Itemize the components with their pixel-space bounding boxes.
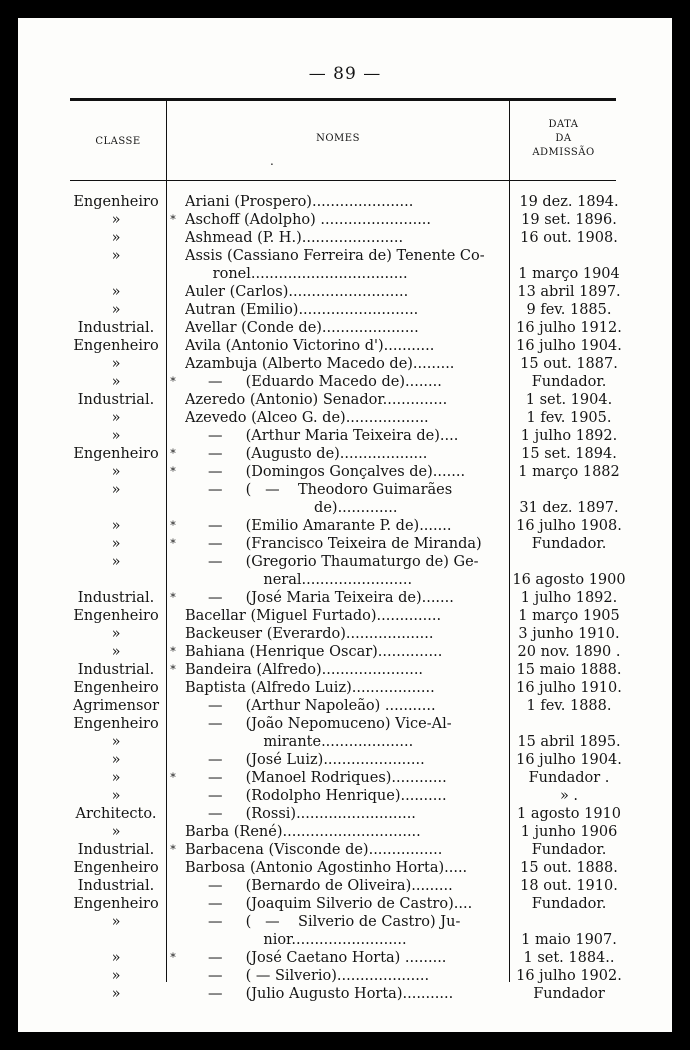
classe-cell: »	[111, 626, 121, 642]
table-top-rule	[70, 98, 616, 101]
classe-cell: Agrimensor	[72, 698, 160, 714]
classe-cell: Industrial.	[77, 590, 155, 606]
admission-date-cell: 16 julho 1908.	[516, 518, 622, 534]
table-row	[18, 625, 672, 643]
admission-date-cell: 16 out. 1908.	[520, 230, 618, 246]
admission-date-cell: 19 set. 1896.	[521, 212, 617, 228]
admission-date-cell: Fundador .	[528, 770, 610, 786]
table-row	[18, 445, 672, 463]
table-row	[18, 319, 672, 337]
admission-date-cell: 16 agosto 1900	[512, 572, 626, 588]
table-row	[18, 967, 672, 985]
name-cell: nior.........................	[185, 932, 407, 948]
table-row	[18, 841, 672, 859]
name-cell: — (Francisco Teixeira de Miranda)	[185, 536, 482, 552]
admission-date-cell: 15 out. 1888.	[520, 860, 618, 876]
table-row	[18, 823, 672, 841]
table-row	[18, 913, 672, 931]
asterisk-mark: *	[170, 663, 176, 676]
classe-cell: »	[111, 302, 121, 318]
table-header-rule	[70, 180, 616, 181]
classe-cell: Industrial.	[77, 320, 155, 336]
name-cell: — ( — Silverio de Castro) Ju-	[185, 914, 461, 930]
classe-cell: »	[111, 356, 121, 372]
classe-cell: Engenheiro	[73, 446, 159, 462]
name-cell: ronel..................................	[185, 266, 408, 282]
admission-date-cell: Fundador.	[531, 896, 607, 912]
name-cell: — (Domingos Gonçalves de).......	[185, 464, 466, 480]
classe-cell: »	[111, 770, 121, 786]
admission-date-cell: 16 julho 1910.	[516, 680, 622, 696]
admission-date-cell: 15 abril 1895.	[517, 734, 621, 750]
table-row	[18, 409, 672, 427]
classe-cell: Engenheiro	[73, 716, 159, 732]
name-cell: mirante....................	[185, 734, 414, 750]
admission-date-cell: 16 julho 1912.	[516, 320, 622, 336]
name-cell: de).............	[185, 500, 398, 516]
admission-date-cell: 19 dez. 1894.	[519, 194, 619, 210]
table-row	[18, 751, 672, 769]
name-cell: Avila (Antonio Victorino d')...........	[185, 338, 435, 354]
admission-date-cell: 15 set. 1894.	[521, 446, 617, 462]
admission-date-cell: Fundador	[533, 986, 605, 1002]
table-row	[18, 535, 672, 553]
classe-cell: »	[111, 554, 121, 570]
table-row	[18, 283, 672, 301]
name-cell: Azevedo (Alceo G. de)..................	[185, 410, 429, 426]
classe-cell: Industrial.	[77, 392, 155, 408]
header-data	[511, 118, 616, 160]
name-cell: Bahiana (Henrique Oscar)..............	[185, 644, 443, 660]
classe-cell: Engenheiro	[73, 194, 159, 210]
name-cell: Backeuser (Everardo)...................	[185, 626, 434, 642]
classe-cell: »	[111, 950, 121, 966]
classe-cell: »	[111, 410, 121, 426]
table-row	[18, 553, 672, 571]
asterisk-mark: *	[170, 537, 176, 550]
table-row	[18, 247, 672, 265]
admission-date-cell: 1 março 1904	[518, 266, 620, 282]
table-row	[18, 463, 672, 481]
asterisk-mark: *	[170, 645, 176, 658]
admission-date-cell: 1 agosto 1910	[517, 806, 621, 822]
admission-date-cell: 1 julho 1892.	[520, 590, 618, 606]
classe-cell: »	[111, 482, 121, 498]
admission-date-cell: 1 set. 1884..	[523, 950, 615, 966]
name-cell: — (José Caetano Horta) .........	[185, 950, 447, 966]
admission-date-cell: 15 maio 1888.	[516, 662, 622, 678]
name-cell: Auler (Carlos)..........................	[185, 284, 409, 300]
name-cell: Autran (Emilio)..........................	[185, 302, 419, 318]
admission-date-cell: 16 julho 1902.	[516, 968, 622, 984]
table-row	[18, 877, 672, 895]
admission-date-cell: Fundador.	[531, 536, 607, 552]
admission-date-cell: 9 fev. 1885.	[526, 302, 612, 318]
header-nomes: NOMES	[316, 133, 360, 144]
name-cell: neral........................	[185, 572, 413, 588]
table-row	[18, 229, 672, 247]
admission-date-cell: 20 nov. 1890 .	[517, 644, 621, 660]
name-cell: — (Augusto de)...................	[185, 446, 428, 462]
asterisk-mark: *	[170, 771, 176, 784]
admission-date-cell: 13 abril 1897.	[517, 284, 621, 300]
classe-cell: »	[111, 986, 121, 1002]
admission-date-cell: 18 out. 1910.	[520, 878, 618, 894]
classe-cell: »	[111, 248, 121, 264]
asterisk-mark: *	[170, 519, 176, 532]
admission-date-cell: 16 julho 1904.	[516, 338, 622, 354]
classe-cell: »	[111, 428, 121, 444]
classe-cell: »	[111, 230, 121, 246]
name-cell: Barbosa (Antonio Agostinho Horta).....	[185, 860, 468, 876]
name-cell: Baptista (Alfredo Luiz)..................	[185, 680, 435, 696]
asterisk-mark: *	[170, 465, 176, 478]
table-body	[18, 193, 672, 1003]
asterisk-mark: *	[170, 591, 176, 604]
admission-date-cell: 1 set. 1904.	[525, 392, 613, 408]
classe-cell: Engenheiro	[73, 338, 159, 354]
classe-cell: »	[111, 464, 121, 480]
name-cell: Ariani (Prospero)......................	[185, 194, 414, 210]
document-page	[18, 18, 672, 1032]
admission-date-cell: Fundador.	[531, 842, 607, 858]
classe-cell: »	[111, 212, 121, 228]
name-cell: — (Arthur Napoleão) ...........	[185, 698, 436, 714]
admission-date-cell: » .	[559, 788, 579, 804]
name-cell: — (Julio Augusto Horta)...........	[185, 986, 454, 1002]
table-row	[18, 805, 672, 823]
name-cell: — (José Maria Teixeira de).......	[185, 590, 454, 606]
name-cell: Azeredo (Antonio) Senador..............	[185, 392, 448, 408]
admission-date-cell: 1 março 1882	[518, 464, 620, 480]
admission-date-cell: 16 julho 1904.	[516, 752, 622, 768]
page-number: — 89 —	[308, 64, 382, 84]
table-row	[18, 427, 672, 445]
classe-cell: »	[111, 752, 121, 768]
table-row	[18, 517, 672, 535]
name-cell: — (Rodolpho Henrique)..........	[185, 788, 447, 804]
table-row	[18, 679, 672, 697]
name-cell: — (João Nepomuceno) Vice-Al-	[185, 716, 452, 732]
header-data-line-2: DA	[555, 133, 572, 144]
admission-date-cell: 1 maio 1907.	[521, 932, 617, 948]
classe-cell: »	[111, 374, 121, 390]
admission-date-cell: 3 junho 1910.	[518, 626, 620, 642]
classe-cell: »	[111, 968, 121, 984]
table-row	[18, 589, 672, 607]
table-row	[18, 859, 672, 877]
classe-cell: Engenheiro	[73, 860, 159, 876]
name-cell: Assis (Cassiano Ferreira de) Tenente Co-	[185, 248, 485, 264]
table-row	[18, 661, 672, 679]
header-mark: .	[270, 154, 274, 168]
admission-date-cell: 1 julho 1892.	[520, 428, 618, 444]
asterisk-mark: *	[170, 951, 176, 964]
table-row	[18, 355, 672, 373]
classe-cell: Architecto.	[75, 806, 157, 822]
classe-cell: Engenheiro	[73, 608, 159, 624]
table-row	[18, 769, 672, 787]
table-row	[18, 787, 672, 805]
asterisk-mark: *	[170, 843, 176, 856]
table-row	[18, 499, 672, 517]
name-cell: Azambuja (Alberto Macedo de).........	[185, 356, 455, 372]
asterisk-mark: *	[170, 375, 176, 388]
name-cell: — (Arthur Maria Teixeira de)....	[185, 428, 459, 444]
classe-cell: Engenheiro	[73, 680, 159, 696]
admission-date-cell: 1 fev. 1905.	[526, 410, 612, 426]
classe-cell: »	[111, 824, 121, 840]
classe-cell: »	[111, 734, 121, 750]
admission-date-cell: 1 junho 1906	[520, 824, 618, 840]
name-cell: — (Manoel Rodriques)............	[185, 770, 447, 786]
name-cell: — (Emilio Amarante P. de).......	[185, 518, 452, 534]
name-cell: — (Eduardo Macedo de)........	[185, 374, 442, 390]
admission-date-cell: 15 out. 1887.	[520, 356, 618, 372]
name-cell: — (Gregorio Thaumaturgo de) Ge-	[185, 554, 479, 570]
name-cell: Avellar (Conde de).....................	[185, 320, 419, 336]
table-row	[18, 481, 672, 499]
asterisk-mark: *	[170, 447, 176, 460]
admission-date-cell: 1 fev. 1888.	[526, 698, 612, 714]
classe-cell: »	[111, 536, 121, 552]
table-row	[18, 697, 672, 715]
table-row	[18, 607, 672, 625]
name-cell: — ( — Theodoro Guimarães	[185, 482, 453, 498]
table-row	[18, 985, 672, 1003]
table-row	[18, 733, 672, 751]
table-row	[18, 715, 672, 733]
table-row	[18, 193, 672, 211]
name-cell: — (Joaquim Silverio de Castro)....	[185, 896, 473, 912]
table-row	[18, 373, 672, 391]
classe-cell: Industrial.	[77, 842, 155, 858]
name-cell: — (Bernardo de Oliveira).........	[185, 878, 453, 894]
table-row	[18, 301, 672, 319]
classe-cell: »	[111, 644, 121, 660]
table-row	[18, 643, 672, 661]
name-cell: — (José Luiz)......................	[185, 752, 425, 768]
classe-cell: »	[111, 518, 121, 534]
header-data-line-3: ADMISSÃO	[532, 147, 595, 158]
classe-cell: Industrial.	[77, 878, 155, 894]
name-cell: Barba (René)..............................	[185, 824, 421, 840]
table-row	[18, 949, 672, 967]
admission-date-cell: 31 dez. 1897.	[519, 500, 619, 516]
table-row	[18, 265, 672, 283]
name-cell: Ashmead (P. H.)......................	[185, 230, 404, 246]
name-cell: — ( — Silverio)....................	[185, 968, 430, 984]
classe-cell: Industrial.	[77, 662, 155, 678]
table-row	[18, 211, 672, 229]
name-cell: Bandeira (Alfredo)......................	[185, 662, 424, 678]
name-cell: Barbacena (Visconde de)................	[185, 842, 443, 858]
classe-cell: Engenheiro	[73, 896, 159, 912]
table-row	[18, 895, 672, 913]
name-cell: Aschoff (Adolpho) ........................	[185, 212, 432, 228]
name-cell: — (Rossi)..........................	[185, 806, 416, 822]
name-cell: Bacellar (Miguel Furtado)..............	[185, 608, 442, 624]
admission-date-cell: Fundador.	[531, 374, 607, 390]
table-row	[18, 391, 672, 409]
asterisk-mark: *	[170, 213, 176, 226]
header-classe: CLASSE	[95, 136, 141, 147]
table-row	[18, 571, 672, 589]
admission-date-cell: 1 março 1905	[518, 608, 620, 624]
table-row	[18, 337, 672, 355]
classe-cell: »	[111, 788, 121, 804]
table-row	[18, 931, 672, 949]
header-data-line-1: DATA	[548, 119, 579, 130]
classe-cell: »	[111, 284, 121, 300]
classe-cell: »	[111, 914, 121, 930]
